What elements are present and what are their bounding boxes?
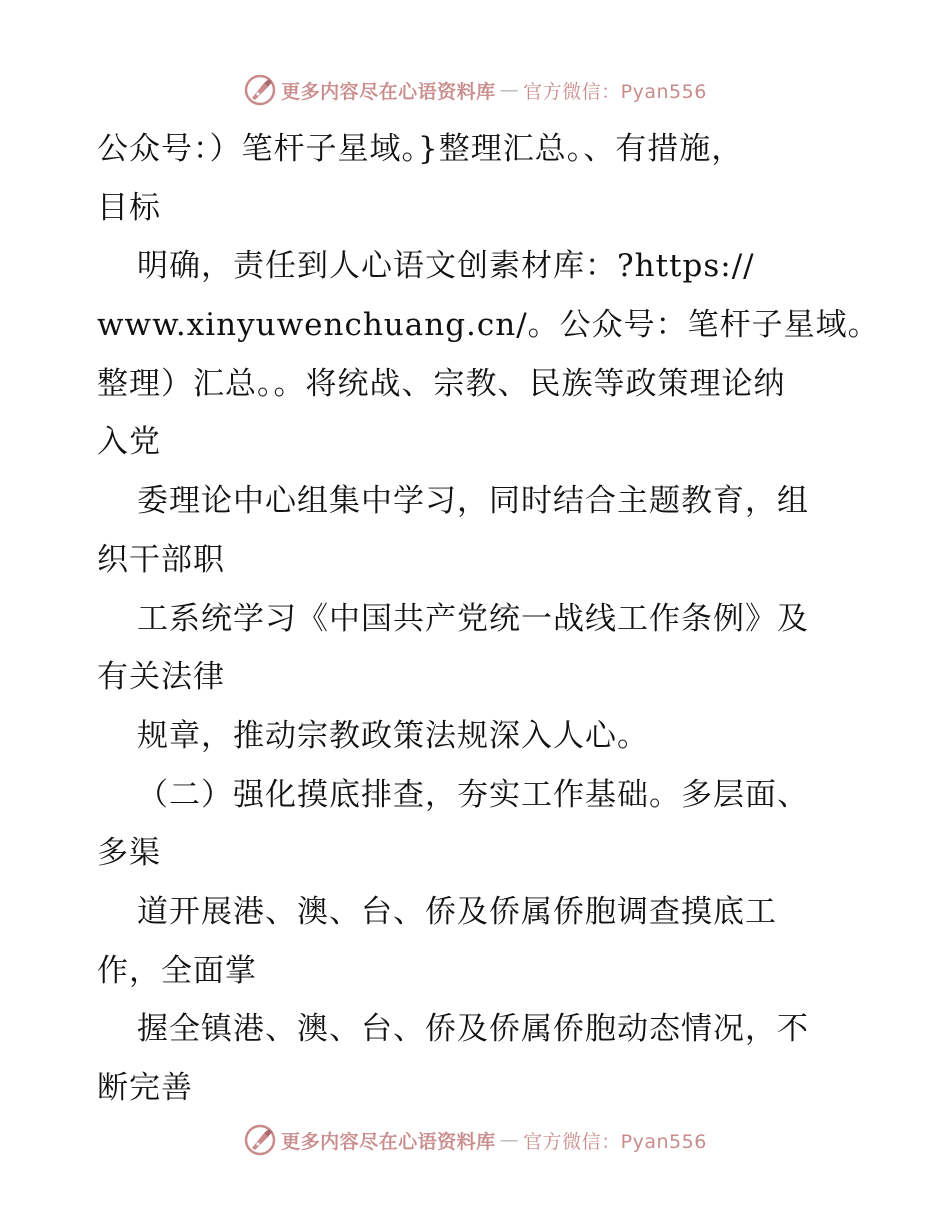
- text-line: 道开展港、澳、台、侨及侨属侨胞调查摸底工: [137, 893, 777, 930]
- text-line: 整理）汇总。。将统战、宗教、民族等政策理论纳: [97, 365, 786, 402]
- text-line: 工系统学习《中国共产党统一战线工作条例》及: [137, 600, 809, 637]
- text-line: 握全镇港、澳、台、侨及侨属侨胞动态情况，不: [137, 1011, 809, 1048]
- document-body: [97, 120, 880, 1118]
- watermark-contact: 官方微信：Pyan556: [523, 1130, 707, 1153]
- text-line: 作，全面掌: [97, 952, 257, 989]
- text-line: 多渠: [97, 835, 161, 872]
- text-line: 织干部职: [97, 541, 225, 578]
- watermark-separator: —: [499, 79, 520, 101]
- text-line: www.xinyuwenchuang.cn/。公众号：笔杆子星域。: [97, 307, 880, 344]
- watermark-group: [243, 1123, 707, 1157]
- text-line: 规章，推动宗教政策法规深入人心。: [137, 717, 649, 754]
- text-line: 明确，责任到人心语文创素材库：?https://: [137, 248, 755, 285]
- header-watermark: [0, 70, 950, 110]
- watermark-group: [243, 73, 707, 107]
- text-line: 入党: [97, 424, 161, 461]
- text-line: 目标: [97, 189, 161, 226]
- text-line: （二）强化摸底排查，夯实工作基础。多层面、: [137, 776, 809, 813]
- watermark-lead: 更多内容尽在心语资料库: [281, 80, 496, 103]
- pen-nib-icon: [243, 1123, 277, 1157]
- pen-nib-icon: [243, 73, 277, 107]
- text-line: 有关法律: [97, 659, 225, 696]
- footer-watermark: [0, 1120, 950, 1160]
- text-line: 委理论中心组集中学习，同时结合主题教育，组: [137, 483, 809, 520]
- watermark-lead: 更多内容尽在心语资料库: [281, 1130, 496, 1153]
- text-line: 断完善: [97, 1070, 193, 1106]
- text-line: 公众号：）笔杆子星域。}整理汇总。、有措施，: [97, 131, 744, 167]
- watermark-separator: —: [499, 1129, 520, 1151]
- watermark-contact: 官方微信：Pyan556: [523, 80, 707, 103]
